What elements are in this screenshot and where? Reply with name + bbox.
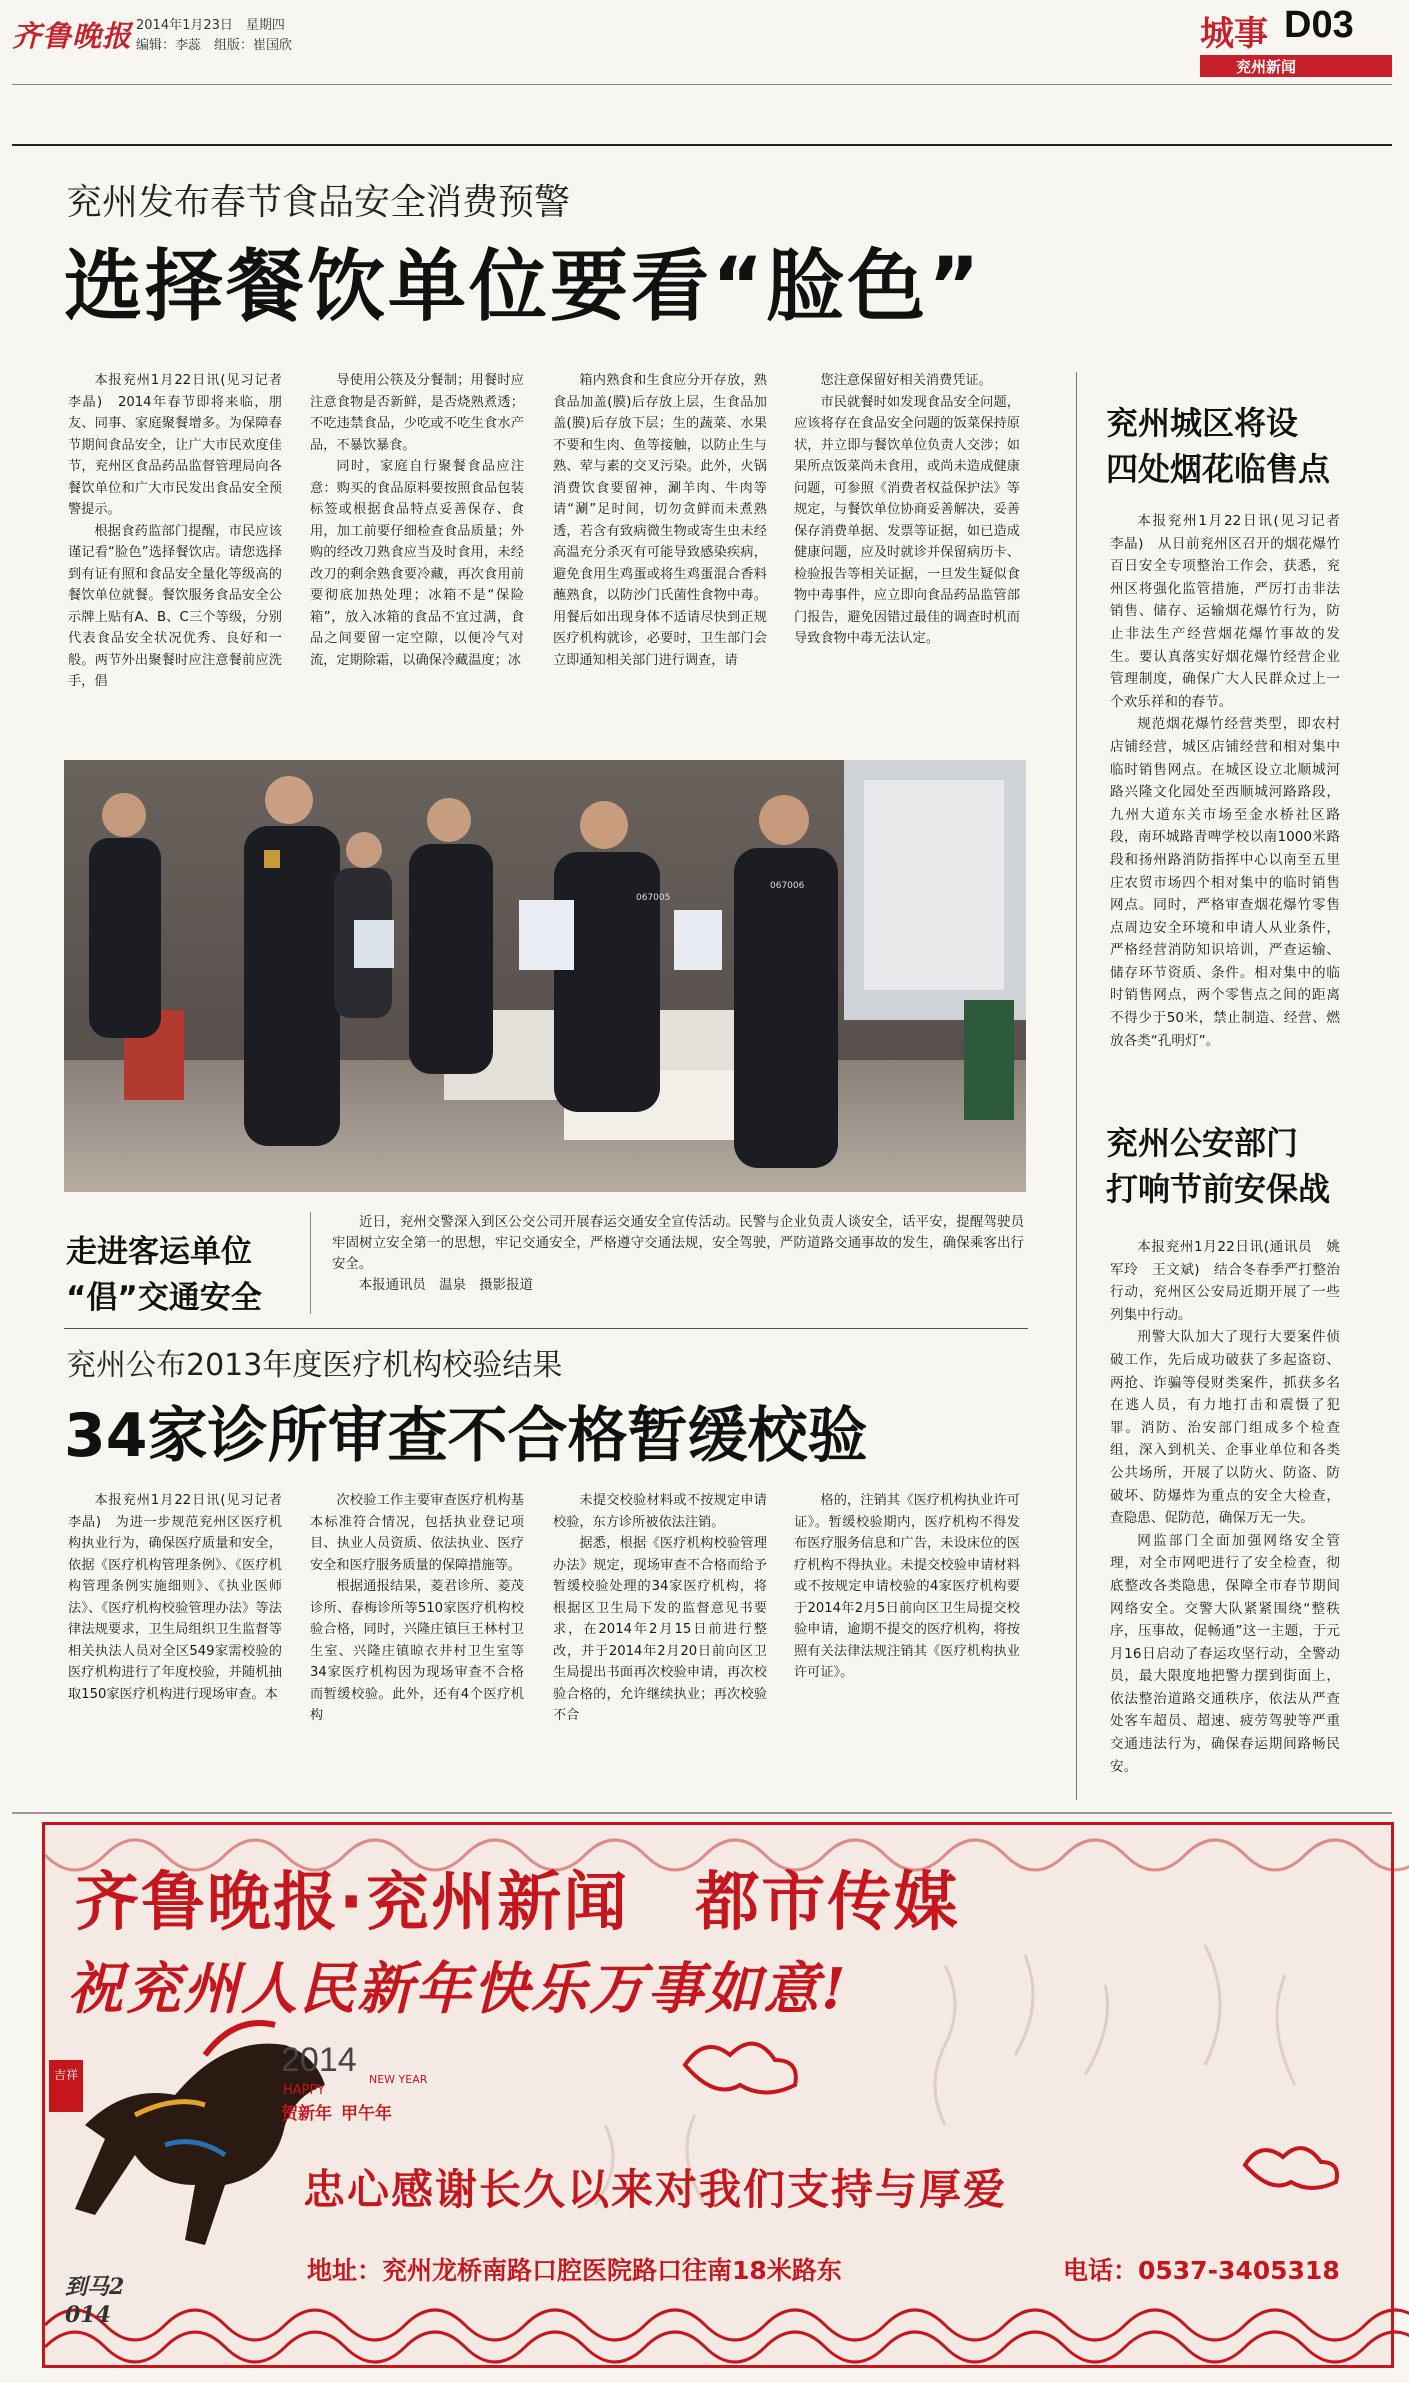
lead-column-2 (310, 370, 524, 746)
sidebar-story1-body (1110, 510, 1354, 1080)
new-year-advertisement (42, 1822, 1394, 2368)
subsection-label: 兖州新闻 (1236, 58, 1297, 76)
header-date: 2014年1月23日 星期四 (136, 18, 285, 33)
photo-title-line1: 走进客运单位 (66, 1234, 252, 1270)
story2-column-1 (68, 1490, 296, 1802)
header-rule-thick (12, 144, 1392, 146)
sidebar-story1-title-line1: 兖州城区将设 (1106, 404, 1299, 442)
ad-seal-text: 吉祥 (53, 2068, 78, 2082)
sidebar-story2-title-line1: 兖州公安部门 (1106, 1124, 1299, 1162)
ad-jiawu: 甲午年 (341, 2104, 392, 2124)
ad-address: 地址：兖州龙桥南路口腔医院路口往南18米路东 (307, 2256, 842, 2285)
paragraph: 本报兖州1月22日讯(见习记者 李晶) 从日前兖州区召开的烟花爆竹百日安全专项整治工作会，获悉，兖州区将强化监管措施，严厉打击非法销售、储存、运输烟花爆竹行为，防止非法生产经营烟花爆竹事故的发生。要认真落实好烟花爆竹经营企业管理制度，确保广大人民群众过上一个欢乐祥和的春节。 (1110, 513, 1354, 710)
header-editors: 编辑：李蕊 组版：崔国欣 (136, 38, 293, 53)
ad-signature: 到马2014 (65, 2274, 125, 2328)
paragraph: 刑警大队加大了现行大要案件侦破工作，先后成功破获了多起盗窃、两抢、诈骗等侵财类案件，抓获多名在逃人员，有力地打击和震慑了犯罪。消防、治安部门组成多个检查组，深入到机关、企事业单位和各类公共场所，开展了以防火、防盗、防破坏、防爆炸为重点的安全大检查，查隐患、促防范，确保万无一失。 (1110, 1329, 1340, 1527)
paragraph: 未提交校验材料或不按规定申请校验，东方诊所被依法注销。 (553, 1493, 767, 1530)
paragraph: 您注意保留好相关消费凭证。 (820, 373, 992, 388)
logo-text: 齐鲁晚报 (12, 19, 133, 53)
lead-kicker: 兖州发布春节食品安全消费预警 (66, 182, 571, 223)
sidebar-story2-title-line2: 打响节前安保战 (1106, 1170, 1331, 1208)
lead-column-4 (794, 370, 1020, 746)
paragraph: 本报兖州1月22日讯(见习记者 李晶) 2014年春节即将来临，朋友、同事、家庭聚餐增多。为保障春节期间食品安全，让广大市民欢度佳节，兖州区食品药品监督管理局向各餐饮单位和广大市民发出食品安全预警提示。 (68, 373, 296, 517)
story2-column-2 (310, 1490, 524, 1802)
ad-new-year: NEW YEAR (369, 2073, 428, 2086)
paragraph: 导使用公筷及分餐制；用餐时应注意食物是否新鲜，是否烧熟煮透；不吃违禁食品，少吃或不吃生食水产品，不暴饮暴食。 (310, 373, 524, 453)
ad-title: 齐鲁晚报·兖州新闻 都市传媒 (75, 1866, 960, 1940)
story2-column-3 (553, 1490, 767, 1802)
lead-column-3 (553, 370, 767, 746)
lead-column-1 (68, 370, 296, 746)
badge-number-1: 067005 (636, 893, 671, 903)
badge-number-2: 067006 (770, 881, 805, 891)
ad-thanks: 忠心感谢长久以来对我们支持与厚爱 (303, 2165, 1008, 2214)
paragraph: 市民就餐时如发现食品安全问题，应该将存在食品安全问题的饭菜保持原状，并立即与餐饮单位负责人交涉；如果所点饭菜尚未食用，或尚未造成健康问题，可参照《消费者权益保护法》等规定，与餐饮单位协商妥善解决，妥善保存消费单据、发票等证据，如已造成健康问题，应及时就诊并保留病历卡、检验报告等相关证据，一旦发生疑似食物中毒事件，应立即向食品药品监管部门报告，避免因错过最佳的调查时机而导致食物中毒无法认定。 (794, 394, 1020, 646)
masthead-logo (12, 14, 132, 55)
header-rule (12, 84, 1392, 85)
ad-greeting: 祝兖州人民新年快乐万事如意! (67, 1956, 848, 2022)
paragraph: 箱内熟食和生食应分开存放，熟食品加盖(膜)后存放上层，生食品加盖(膜)后存放下层；生的蔬菜、水果不要和生肉、鱼等接触，以防止生与熟、荤与素的交叉污染。此外，火锅消费饮食要留神，涮羊肉、牛肉等请“涮”足时间，切勿贪鲜而未煮熟透，若含有致病微生物或寄生虫未经高温充分杀灭有可能导致感染疾病，避免食用生鸡蛋或将生鸡蛋混合香料蘸熟食，以防沙门氏菌性食物中毒。用餐后如出现身体不适请尽快到正规医疗机构就诊，必要时，卫生部门会立即通知相关部门进行调查，请 (553, 373, 767, 668)
column-divider (1076, 372, 1077, 1800)
ad-happy: HAPPY (283, 2083, 326, 2098)
ad-top-rule (12, 1812, 1392, 1814)
photo-caption (332, 1212, 1024, 1296)
paragraph: 次校验工作主要审查医疗机构基本标准符合情况，包括执业登记项目、执业人员资质、依法执业、医疗安全和医疗服务质量的保障措施等。 (310, 1493, 524, 1573)
paragraph: 根据食药监部门提醒，市民应该谨记看“脸色”选择餐饮店。请您选择到有证有照和食品安全量化等级高的餐饮单位就餐。餐饮服务食品安全公示牌上贴有A、B、C三个等级，分别代表食品安全状况优秀、良好和一般。两节外出聚餐时应注意餐前应洗手，倡 (68, 523, 282, 689)
lead-headline: 选择餐饮单位要看“脸色” (64, 242, 983, 332)
story-divider (64, 1328, 1028, 1329)
caption-text: 近日，兖州交警深入到区公交公司开展春运交通安全宣传活动。民警与企业负责人谈安全，话平安，提醒驾驶员牢固树立安全第一的思想，牢记交通安全，严格遵守交通法规，安全驾驶，严防道路交通事故的发生，确保乘客出行安全。 (332, 1215, 1024, 1272)
paragraph: 规范烟花爆竹经营类型，即农村店铺经营，城区店铺经营和相对集中临时销售网点。在城区设立北顺城河路兴隆文化园处至西顺城河路路段，九州大道东关市场至金水桥社区路段，南环城路青啤学校以南1000米路段和扬州路消防指挥中心以南至五里庄农贸市场四个相对集中的临时销售网点。同时，严格审查烟花爆竹零售点周边安全环境和申请人从业条件，严格经营消防知识培训，严查运输、储存环节资质、条件。相对集中的临时销售网点，两个零售点之间的距离不得少于50米，禁止制造、经营、燃放各类“孔明灯”。 (1110, 716, 1340, 1049)
paragraph: 本报兖州1月22日讯(见习记者 李晶) 为进一步规范兖州区医疗机构执业行为，确保医疗质量和安全，依据《医疗机构管理条例》、《医疗机构管理条例实施细则》、《执业医师法》、《医疗机构校验管理办法》等法律法规要求，卫生局组织卫生监督等相关执法人员对全区549家需校验的医疗机构进行了年度校验，并随机抽取150家医疗机构进行现场审查。本 (68, 1493, 296, 1702)
ad-phone: 电话：0537-3405318 (1063, 2256, 1340, 2285)
paragraph: 本报兖州1月22日讯(通讯员 姚军玲 王文斌) 结合冬春季严打整治行动，兖州区公安局近期开展了一些列集中行动。 (1110, 1239, 1340, 1323)
ad-year: 2014 (281, 2041, 357, 2079)
story2-kicker: 兖州公布2013年度医疗机构校验结果 (66, 1348, 563, 1383)
ad-hesn: 贺新年 (281, 2104, 332, 2124)
news-photo (64, 760, 1026, 1192)
paragraph: 据悉，根据《医疗机构校验管理办法》规定，现场审查不合格而给予暂缓校验处理的34家医疗机构，将根据区卫生局下发的监督意见书要求，在2014年2月15日前进行整改，并于2014年2月20日前向区卫生局提出书面再次校验申请，再次校验合格的，允许继续执业；再次校验不合 (553, 1536, 767, 1723)
paragraph: 格的，注销其《医疗机构执业许可证》。暂缓校验期内，医疗机构不得发布医疗服务信息和广告，未设床位的医疗机构不得执业。未提交校验申请材料或不按规定申请校验的4家医疗机构要于2014年2月5日前向区卫生局提交校验申请，逾期不提交的医疗机构，将按照有关法律法规注销其《医疗机构执业许可证》。 (794, 1493, 1020, 1680)
document-sheet (519, 900, 574, 970)
subsection-bar (1200, 55, 1392, 77)
caption-divider (310, 1212, 311, 1314)
paragraph: 根据通报结果，菱君诊所、菱茂诊所、春梅诊所等510家医疗机构校验合格，同时，兴隆庄镇巨王林村卫生室、兴隆庄镇晾衣井村卫生室等34家医疗机构因为现场审查不合格而暂缓校验。此外，还有4个医疗机构 (310, 1579, 524, 1723)
sidebar-story1-title-line2: 四处烟花临售点 (1106, 450, 1331, 488)
page-number: D03 (1284, 4, 1354, 46)
section-label: 城事 (1200, 14, 1268, 54)
photo-title-line2: “倡”交通安全 (66, 1280, 262, 1316)
paragraph: 同时，家庭自行聚餐食品应注意：购买的食品原料要按照食品包装标签或根据食品特点妥善保存、食用，加工前要仔细检查食品质量；外购的经改刀熟食应当及时食用，未经改刀的剩余熟食要冷藏，再次食用前要彻底加热处理；冰箱不是“保险箱”，放入冰箱的食品不宜过满，食品之间要留一定空隙，以便冷气对流，定期除霜，以确保冷藏温度；冰 (310, 459, 524, 668)
story2-column-4 (794, 1490, 1020, 1802)
photo-credit: 本报通讯员 温泉 摄影报道 (358, 1278, 533, 1293)
sidebar-story2-body (1110, 1236, 1340, 1800)
paragraph: 网监部门全面加强网络安全管理，对全市网吧进行了安全检查，彻底整改各类隐患，保障全市春节期间网络安全。交警大队紧紧围绕“整秩序，压事故，促畅通”这一主题，于元月16日启动了春运攻坚行动，全警动员，最大限度地把警力摆到街面上，依法整治道路交通秩序，依法从严查处客车超员、超速、疲劳驾驶等严重交通违法行为，确保春运期间路畅民安。 (1110, 1532, 1340, 1775)
police-meeting-photo (64, 760, 1026, 1192)
story2-headline: 34家诊所审查不合格暂缓校验 (64, 1401, 868, 1471)
